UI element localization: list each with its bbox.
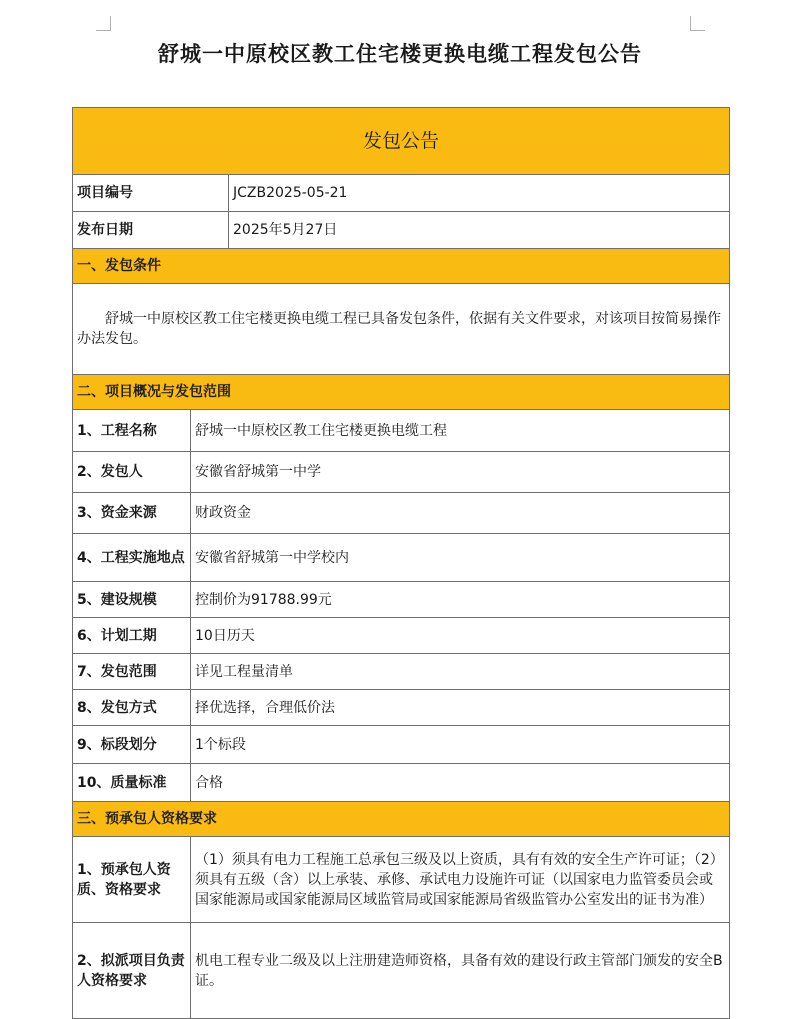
table-row	[73, 726, 730, 764]
crop-mark-top-right	[690, 16, 705, 31]
table-row	[73, 654, 730, 690]
row-value: 详见工程量清单	[191, 654, 730, 690]
document-title: 舒城一中原校区教工住宅楼更换电缆工程发包公告	[158, 42, 642, 66]
row-value: 财政资金	[191, 493, 730, 534]
publish-date-row	[73, 212, 730, 249]
row-label: 5、建设规模	[73, 582, 191, 618]
row-label: 7、发包范围	[73, 654, 191, 690]
row-value: 安徽省舒城第一中学	[191, 452, 730, 493]
project-number-label: 项目编号	[73, 175, 229, 212]
table-row	[73, 764, 730, 802]
section-heading-row	[73, 802, 730, 837]
section-heading-row	[73, 375, 730, 410]
row-label: 1、预承包人资质、资格要求	[73, 837, 191, 923]
row-value: 合格	[191, 764, 730, 802]
table-row	[73, 582, 730, 618]
project-number-value: JCZB2025-05-21	[229, 175, 730, 212]
table-row	[73, 690, 730, 726]
row-label: 8、发包方式	[73, 690, 191, 726]
row-value: 择优选择，合理低价法	[191, 690, 730, 726]
row-label: 4、工程实施地点	[73, 534, 191, 582]
table-row	[73, 837, 730, 923]
paragraph-row	[73, 284, 730, 375]
row-label: 9、标段划分	[73, 726, 191, 764]
row-value: 舒城一中原校区教工住宅楼更换电缆工程	[191, 410, 730, 452]
row-label: 3、资金来源	[73, 493, 191, 534]
table-row	[73, 493, 730, 534]
section1-heading: 一、发包条件	[73, 249, 730, 284]
banner-title: 发包公告	[73, 108, 730, 175]
project-number-row	[73, 175, 730, 212]
row-label: 2、发包人	[73, 452, 191, 493]
publish-date-value: 2025年5月27日	[229, 212, 730, 249]
table-row	[73, 534, 730, 582]
row-value: （1）须具有电力工程施工总承包三级及以上资质，具有有效的安全生产许可证；（2）须具有五级（含）以上承装、承修、承试电力设施许可证（以国家电力监管委员会或国家能源局或国家能源局区域监管局或国家能源局省级监管办公室发出的证书为准）	[191, 837, 730, 923]
table-row	[73, 452, 730, 493]
notice-table	[72, 107, 730, 1019]
table-row	[73, 923, 730, 1019]
crop-mark-top-left	[96, 16, 111, 31]
section1-paragraph: 舒城一中原校区教工住宅楼更换电缆工程已具备发包条件，依据有关文件要求，对该项目按简易操作办法发包。	[73, 284, 730, 375]
row-label: 2、拟派项目负责人资格要求	[73, 923, 191, 1019]
row-value: 机电工程专业二级及以上注册建造师资格，具备有效的建设行政主管部门颁发的安全B证。	[191, 923, 730, 1019]
row-label: 6、计划工期	[73, 618, 191, 654]
section3-heading: 三、预承包人资格要求	[73, 802, 730, 837]
section2-heading: 二、项目概况与发包范围	[73, 375, 730, 410]
row-value: 安徽省舒城第一中学校内	[191, 534, 730, 582]
table-row	[73, 618, 730, 654]
row-value: 1个标段	[191, 726, 730, 764]
row-value: 控制价为91788.99元	[191, 582, 730, 618]
row-label: 1、工程名称	[73, 410, 191, 452]
row-label: 10、质量标准	[73, 764, 191, 802]
banner-row	[73, 108, 730, 175]
section-heading-row	[73, 249, 730, 284]
publish-date-label: 发布日期	[73, 212, 229, 249]
table-row	[73, 410, 730, 452]
row-value: 10日历天	[191, 618, 730, 654]
